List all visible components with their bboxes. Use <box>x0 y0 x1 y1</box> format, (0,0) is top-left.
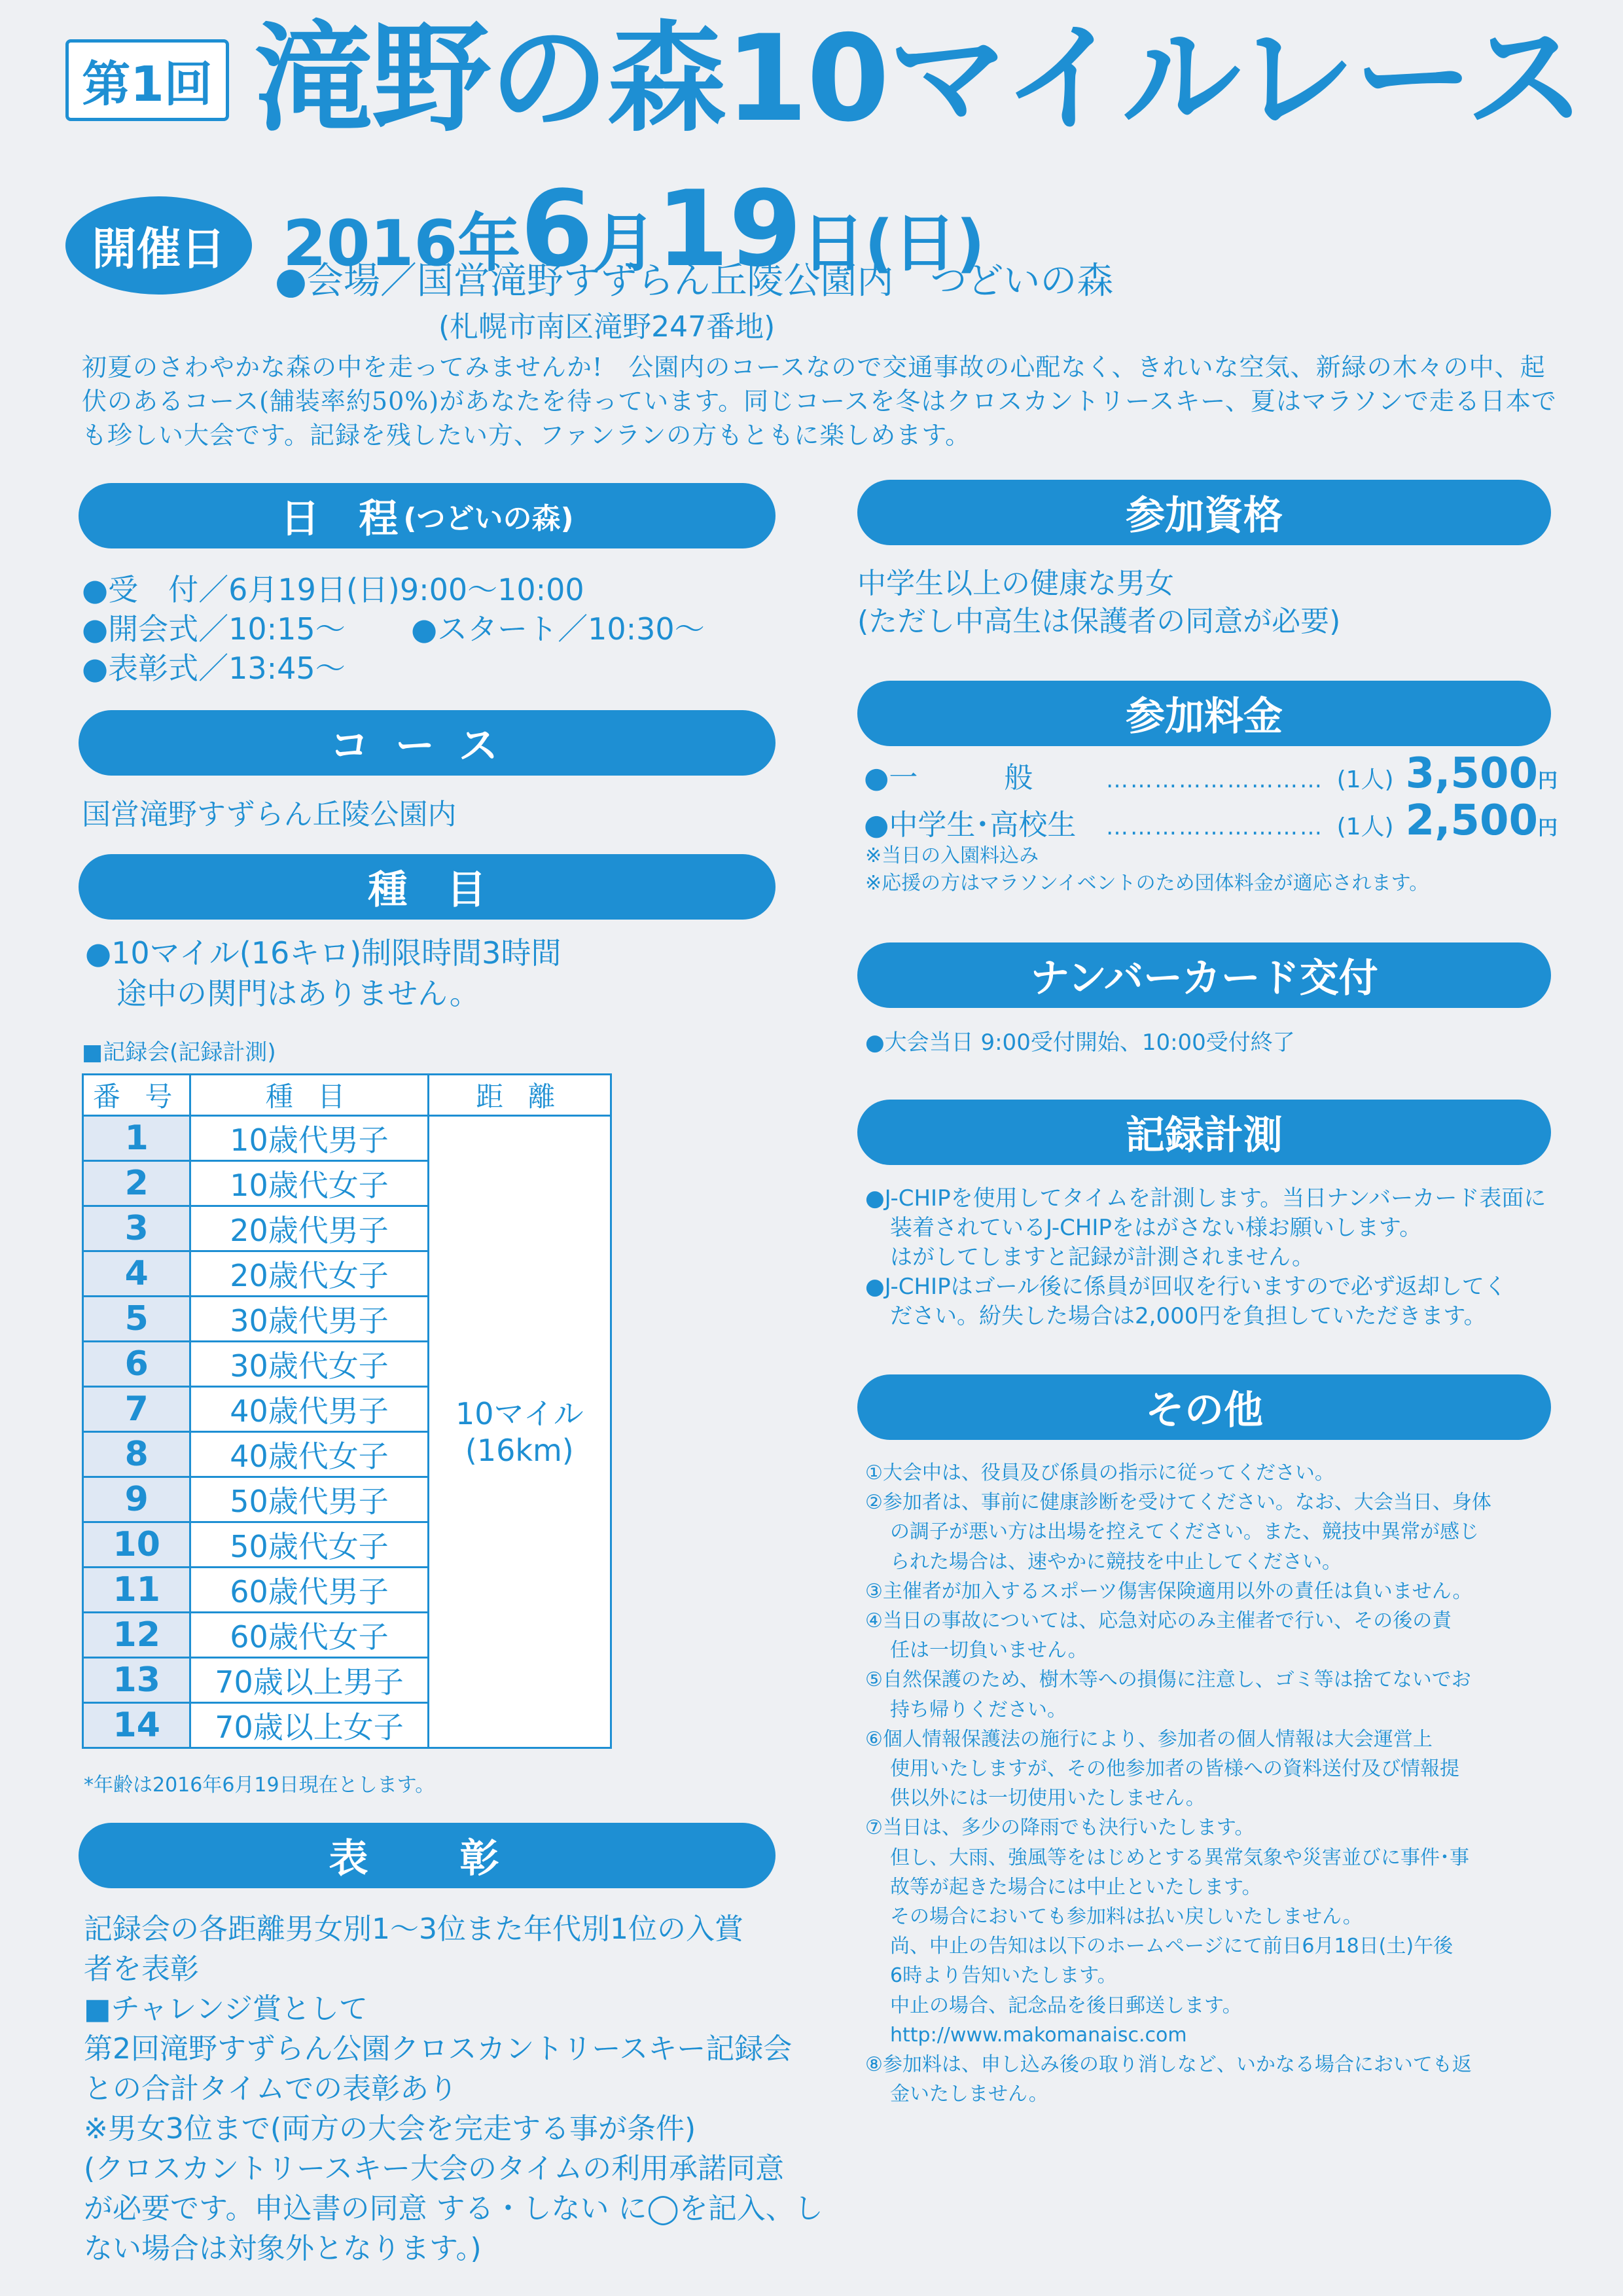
fee-row <box>864 749 1558 798</box>
course-header: コース <box>79 710 776 776</box>
text-line: ①大会中は、役員及び係員の指示に従ってください。 <box>865 1462 1334 1484</box>
schedule-awards: ●表彰式／13:45～ <box>82 651 346 686</box>
text-line: ●J-CHIPを使用してタイムを計測します。当日ナンバーカード表面に <box>865 1185 1546 1211</box>
schedule-title-sub: (つどいの森) <box>403 502 574 535</box>
fee-note1: ※当日の入園料込み <box>865 844 1039 867</box>
text-line: 6時より告知いたします。 <box>890 1964 1117 1988</box>
row-category: 20歳代女子 <box>190 1251 428 1297</box>
fee-leader: ……………………… <box>1106 814 1324 840</box>
text-line: ださい。紛失した場合は2,000円を負担していただきます。 <box>890 1303 1486 1329</box>
age-note: *年齢は2016年6月19日現在とします。 <box>84 1774 435 1797</box>
other-header: その他 <box>857 1374 1551 1440</box>
row-number: 9 <box>83 1477 190 1522</box>
text-line: 装着されているJ-CHIPをはがさない様お願いします。 <box>890 1215 1422 1241</box>
text-line: 金いたしません。 <box>890 2083 1048 2106</box>
text-line: はがしてしますと記録が計測されません。 <box>890 1244 1315 1270</box>
text-line: 第2回滝野すずらん公園クロスカントリースキー記録会 <box>84 2032 793 2066</box>
number-card-text: ●大会当日 9:00受付開始、10:00受付終了 <box>865 1030 1295 1056</box>
fee-amount: 3,500 <box>1405 749 1538 798</box>
row-number: 14 <box>83 1703 190 1748</box>
fee-unit: (1人) <box>1336 766 1394 793</box>
text-line: ■チャレンジ賞として <box>84 1992 368 2026</box>
row-number: 13 <box>83 1658 190 1703</box>
text-line: が必要です。申込書の同意 する・しない に◯を記入、し <box>84 2192 823 2225</box>
text-line: 任は一切負いません。 <box>890 1639 1088 1662</box>
text-line: 供以外には一切使用いたしません。 <box>890 1787 1205 1810</box>
row-category: 10歳代女子 <box>190 1161 428 1206</box>
text-line: ④当日の事故については、応急対応のみ主催者で行い、その後の責 <box>865 1609 1452 1632</box>
eligibility-line1: 中学生以上の健康な男女 <box>857 567 1174 600</box>
fee-leader: ……………………… <box>1106 767 1324 793</box>
text-line: その場合においても参加料は払い戻しいたしません。 <box>890 1905 1363 1928</box>
text-line: 持ち帰りください。 <box>890 1698 1067 1721</box>
fee-yen: 円 <box>1538 770 1558 793</box>
records-label: ■記録会(記録計測) <box>82 1039 276 1066</box>
fee-label: ●一 般 <box>864 761 1033 795</box>
schedule-header <box>79 483 776 548</box>
text-line: 尚、中止の告知は以下のホームページにて前日6月18日(土)午後 <box>890 1935 1454 1958</box>
row-category: 30歳代男子 <box>190 1297 428 1342</box>
row-category: 70歳以上男子 <box>190 1658 428 1703</box>
course-text: 国営滝野すずらん丘陵公園内 <box>82 798 457 831</box>
date-badge: 開催日 <box>65 196 252 295</box>
text-line: ⑦当日は、多少の降雨でも決行いたします。 <box>865 1816 1255 1840</box>
row-category: 60歳代女子 <box>190 1613 428 1658</box>
fee-yen: 円 <box>1538 817 1558 840</box>
number-card-header: ナンバーカード交付 <box>857 942 1551 1008</box>
row-category: 50歳代女子 <box>190 1522 428 1568</box>
header-category: 種 目 <box>190 1075 428 1116</box>
text-line: との合計タイムでの表彰あり <box>84 2072 458 2106</box>
fees-header: 参加料金 <box>857 681 1551 746</box>
text-line: http://www.makomanaisc.com <box>890 2023 1187 2047</box>
date-day-suffix: 日(日) <box>802 207 985 280</box>
date-month: 6 <box>520 168 594 290</box>
text-line: ない場合は対象外となります。) <box>84 2232 482 2265</box>
fee-note2: ※応援の方はマラソンイベントのため団体料金が適応されます。 <box>865 872 1429 895</box>
row-distance: 10マイル(16km) <box>428 1116 611 1748</box>
text-line: 記録会の各距離男女別1～3位また年代別1位の入賞 <box>84 1912 743 1946</box>
text-line: られた場合は、速やかに競技を中止してください。 <box>890 1550 1342 1573</box>
text-line: ⑤自然保護のため、樹木等への損傷に注意し、ゴミ等は捨てないでお <box>865 1668 1471 1692</box>
row-number: 4 <box>83 1251 190 1297</box>
intro-text: 初夏のさわやかな森の中を走ってみませんか! 公園内のコースなので交通事故の心配なく、きれいな空気、新緑の木々の中、起伏のあるコース(舗装率約50%)があなたを待っています。同じコースを冬はクロスカントリースキー、夏はマラソンで走る日本でも珍しい大会です。記録を残したい方、ファンランの方もともに楽しめます。 <box>82 353 1557 450</box>
date-day: 19 <box>656 168 802 290</box>
row-category: 10歳代男子 <box>190 1116 428 1161</box>
row-category: 40歳代男子 <box>190 1387 428 1432</box>
text-line: 但し、大雨、強風等をはじめとする異常気象や災害並びに事件･事 <box>890 1846 1469 1869</box>
header-number: 番 号 <box>83 1075 190 1116</box>
fee-amount: 2,500 <box>1405 797 1538 845</box>
venue-address: (札幌市南区滝野247番地) <box>438 310 776 344</box>
event-title: 滝野の森10マイルレース <box>254 9 1584 148</box>
events-header: 種 目 <box>79 854 776 920</box>
timing-header: 記録計測 <box>857 1100 1551 1165</box>
text-line: ⑧参加料は、申し込み後の取り消しなど、いかなる場合においても返 <box>865 2053 1472 2076</box>
row-number: 12 <box>83 1613 190 1658</box>
text-line: の調子が悪い方は出場を控えてください。また、競技中異常が感じ <box>890 1520 1479 1544</box>
schedule-reception: ●受 付／6月19日(日)9:00～10:00 <box>82 572 584 607</box>
schedule-start: ●スタート／10:30～ <box>411 611 705 647</box>
row-number: 7 <box>83 1387 190 1432</box>
venue-line: ●会場／国営滝野すずらん丘陵公園内 つどいの森 <box>275 260 1114 302</box>
awards-header: 表 彰 <box>79 1823 776 1888</box>
row-category: 20歳代男子 <box>190 1206 428 1251</box>
edition-badge: 第1回 <box>65 39 229 121</box>
row-number: 2 <box>83 1161 190 1206</box>
text-line: 中止の場合、記念品を後日郵送します。 <box>890 1994 1242 2017</box>
row-number: 5 <box>83 1297 190 1342</box>
events-line1: ●10マイル(16キロ)制限時間3時間 <box>85 935 562 971</box>
row-number: 1 <box>83 1116 190 1161</box>
text-line: (クロスカントリースキー大会のタイムの利用承諾同意 <box>84 2152 785 2185</box>
row-number: 3 <box>83 1206 190 1251</box>
fee-label: ●中学生･高校生 <box>864 808 1077 842</box>
text-line: 者を表彰 <box>84 1952 199 1986</box>
row-category: 70歳以上女子 <box>190 1703 428 1748</box>
row-number: 6 <box>83 1342 190 1387</box>
fee-unit: (1人) <box>1336 814 1394 840</box>
text-line: ※男女3位まで(両方の大会を完走する事が条件) <box>84 2112 696 2145</box>
schedule-title: 日 程 <box>280 496 399 542</box>
fee-row <box>864 797 1558 845</box>
row-category: 40歳代女子 <box>190 1432 428 1477</box>
row-category: 50歳代男子 <box>190 1477 428 1522</box>
records-table-header <box>83 1075 611 1116</box>
text-line: ●J-CHIPはゴール後に係員が回収を行いますので必ず返却してく <box>865 1274 1507 1300</box>
table-row <box>83 1116 611 1161</box>
date-year: 2016年 <box>283 207 521 280</box>
date-month-suffix: 月 <box>593 207 656 280</box>
text-line: 故等が起きた場合には中止といたします。 <box>890 1875 1262 1899</box>
row-number: 10 <box>83 1522 190 1568</box>
text-line: 使用いたしますが、その他参加者の皆様への資料送付及び情報提 <box>890 1757 1459 1780</box>
records-table <box>82 1073 612 1749</box>
eligibility-header: 参加資格 <box>857 480 1551 545</box>
events-line2: 途中の関門はありません。 <box>116 976 480 1011</box>
row-number: 11 <box>83 1568 190 1613</box>
eligibility-line2: (ただし中高生は保護者の同意が必要) <box>857 605 1341 638</box>
row-number: 8 <box>83 1432 190 1477</box>
row-category: 30歳代女子 <box>190 1342 428 1387</box>
text-line: ③主催者が加入するスポーツ傷害保険適用以外の責任は負いません。 <box>865 1579 1472 1603</box>
row-category: 60歳代男子 <box>190 1568 428 1613</box>
text-line: ②参加者は、事前に健康診断を受けてください。なお、大会当日、身体 <box>865 1491 1491 1515</box>
schedule-opening: ●開会式／10:15～ <box>82 611 346 647</box>
header-distance: 距 離 <box>428 1075 611 1116</box>
text-line: ⑥個人情報保護法の施行により、参加者の個人情報は大会運営上 <box>865 1727 1433 1751</box>
